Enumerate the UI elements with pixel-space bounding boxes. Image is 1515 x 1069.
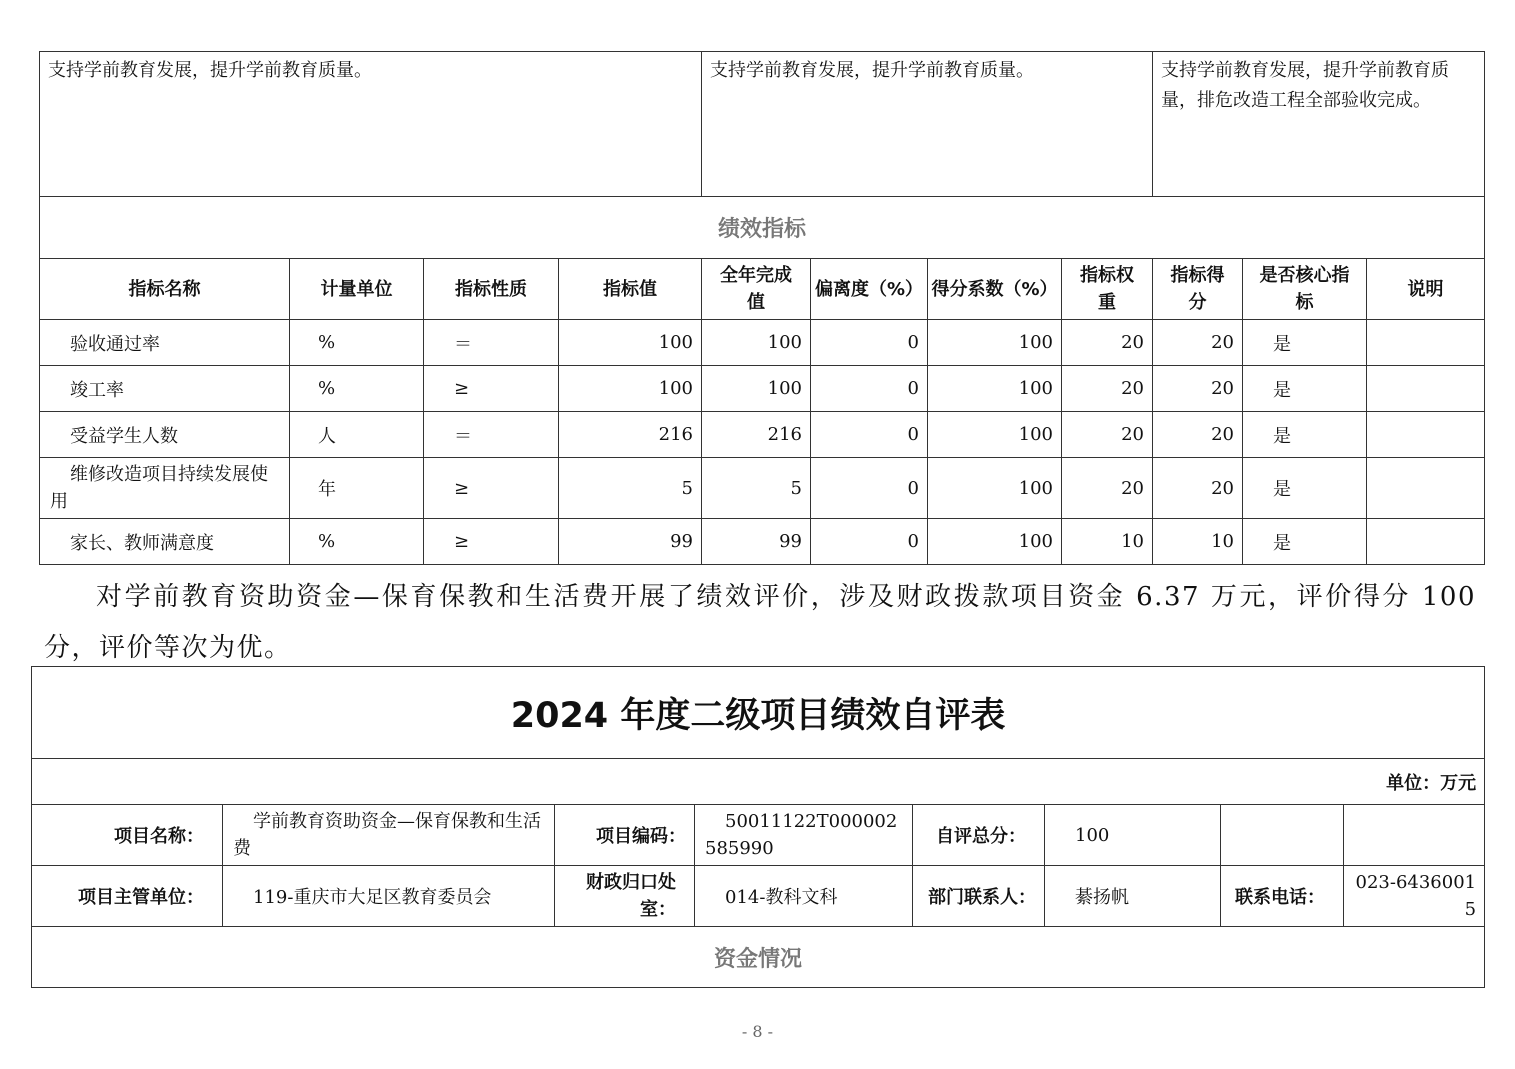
indicator-name: 维修改造项目持续发展使用 bbox=[40, 458, 290, 519]
indicator-core: 是 bbox=[1243, 519, 1367, 565]
indicator-core: 是 bbox=[1243, 320, 1367, 366]
indicator-unit: % bbox=[290, 519, 424, 565]
indicator-note bbox=[1367, 519, 1485, 565]
project-code-label: 项目编码： bbox=[555, 805, 695, 866]
phone-label: 联系电话： bbox=[1221, 866, 1344, 927]
table-row bbox=[40, 366, 1485, 412]
indicator-score: 10 bbox=[1153, 519, 1243, 565]
project-code-value: 50011122T000002585990 bbox=[695, 805, 913, 866]
table-row bbox=[40, 458, 1485, 519]
indicator-weight: 10 bbox=[1062, 519, 1153, 565]
indicator-weight: 20 bbox=[1062, 366, 1153, 412]
indicator-actual: 100 bbox=[702, 366, 811, 412]
indicator-deviation: 0 bbox=[811, 366, 928, 412]
header-deviation: 偏离度（%） bbox=[811, 259, 928, 320]
table-row bbox=[40, 412, 1485, 458]
indicator-coef: 100 bbox=[928, 458, 1062, 519]
table-row bbox=[40, 519, 1485, 565]
indicator-nature: ≥ bbox=[424, 458, 559, 519]
project-name-value: 学前教育资助资金—保育保教和生活费 bbox=[223, 805, 555, 866]
indicator-actual: 100 bbox=[702, 320, 811, 366]
indicator-note bbox=[1367, 458, 1485, 519]
indicator-note bbox=[1367, 412, 1485, 458]
unit-label: 单位：万元 bbox=[32, 759, 1485, 805]
indicator-target: 100 bbox=[559, 366, 702, 412]
indicator-unit: % bbox=[290, 366, 424, 412]
contact-value: 綦扬帆 bbox=[1045, 866, 1221, 927]
self-evaluation-form bbox=[31, 666, 1485, 988]
indicator-deviation: 0 bbox=[811, 320, 928, 366]
indicator-deviation: 0 bbox=[811, 458, 928, 519]
indicator-nature: ≥ bbox=[424, 519, 559, 565]
indicator-unit: 人 bbox=[290, 412, 424, 458]
empty-cell bbox=[1344, 805, 1485, 866]
evaluation-paragraph: 对学前教育资助资金—保育保教和生活费开展了绩效评价，涉及财政拨款项目资金 6.37 万元，评价得分 100 分，评价等次为优。 bbox=[44, 582, 1476, 663]
indicator-target: 99 bbox=[559, 519, 702, 565]
indicator-actual: 5 bbox=[702, 458, 811, 519]
indicator-coef: 100 bbox=[928, 412, 1062, 458]
indicator-core: 是 bbox=[1243, 366, 1367, 412]
header-weight: 指标权重 bbox=[1062, 259, 1153, 320]
indicator-unit: 年 bbox=[290, 458, 424, 519]
indicator-coef: 100 bbox=[928, 519, 1062, 565]
empty-cell bbox=[1221, 805, 1344, 866]
indicator-name: 受益学生人数 bbox=[40, 412, 290, 458]
header-unit: 计量单位 bbox=[290, 259, 424, 320]
indicator-target: 216 bbox=[559, 412, 702, 458]
finance-label: 财政归口处室： bbox=[555, 866, 695, 927]
header-coef: 得分系数（%） bbox=[928, 259, 1062, 320]
goal-text-2: 支持学前教育发展，提升学前教育质量。 bbox=[702, 52, 1153, 197]
indicator-score: 20 bbox=[1153, 458, 1243, 519]
page-number: - 8 - bbox=[741, 1022, 774, 1041]
phone-value: 023-64360015 bbox=[1344, 866, 1485, 927]
indicator-target: 100 bbox=[559, 320, 702, 366]
header-score: 指标得分 bbox=[1153, 259, 1243, 320]
score-value: 100 bbox=[1045, 805, 1221, 866]
funds-section-title: 资金情况 bbox=[32, 927, 1485, 988]
header-nature: 指标性质 bbox=[424, 259, 559, 320]
indicator-score: 20 bbox=[1153, 320, 1243, 366]
indicator-nature: ＝ bbox=[424, 320, 559, 366]
header-target: 指标值 bbox=[559, 259, 702, 320]
form-title: 2024 年度二级项目绩效自评表 bbox=[32, 667, 1485, 759]
score-label: 自评总分： bbox=[913, 805, 1045, 866]
dept-value: 119-重庆市大足区教育委员会 bbox=[223, 866, 555, 927]
performance-table bbox=[39, 51, 1485, 565]
goal-text-1: 支持学前教育发展，提升学前教育质量。 bbox=[40, 52, 702, 197]
perf-section-title: 绩效指标 bbox=[40, 197, 1485, 259]
indicator-note bbox=[1367, 366, 1485, 412]
indicator-target: 5 bbox=[559, 458, 702, 519]
indicator-name: 家长、教师满意度 bbox=[40, 519, 290, 565]
header-note: 说明 bbox=[1367, 259, 1485, 320]
indicator-weight: 20 bbox=[1062, 412, 1153, 458]
indicator-core: 是 bbox=[1243, 412, 1367, 458]
indicator-nature: ＝ bbox=[424, 412, 559, 458]
indicator-weight: 20 bbox=[1062, 458, 1153, 519]
indicator-deviation: 0 bbox=[811, 412, 928, 458]
dept-label: 项目主管单位： bbox=[32, 866, 223, 927]
indicator-name: 验收通过率 bbox=[40, 320, 290, 366]
indicator-actual: 99 bbox=[702, 519, 811, 565]
indicator-note bbox=[1367, 320, 1485, 366]
header-core: 是否核心指标 bbox=[1243, 259, 1367, 320]
indicator-coef: 100 bbox=[928, 366, 1062, 412]
indicator-unit: % bbox=[290, 320, 424, 366]
indicator-weight: 20 bbox=[1062, 320, 1153, 366]
project-name-label: 项目名称： bbox=[32, 805, 223, 866]
header-indicator-name: 指标名称 bbox=[40, 259, 290, 320]
indicator-deviation: 0 bbox=[811, 519, 928, 565]
table-row bbox=[40, 320, 1485, 366]
contact-label: 部门联系人： bbox=[913, 866, 1045, 927]
indicator-core: 是 bbox=[1243, 458, 1367, 519]
indicator-coef: 100 bbox=[928, 320, 1062, 366]
indicator-score: 20 bbox=[1153, 412, 1243, 458]
indicator-nature: ≥ bbox=[424, 366, 559, 412]
indicator-actual: 216 bbox=[702, 412, 811, 458]
goal-text-3: 支持学前教育发展，提升学前教育质量，排危改造工程全部验收完成。 bbox=[1153, 52, 1485, 197]
header-actual: 全年完成值 bbox=[702, 259, 811, 320]
indicator-name: 竣工率 bbox=[40, 366, 290, 412]
indicator-score: 20 bbox=[1153, 366, 1243, 412]
finance-value: 014-教科文科 bbox=[695, 866, 913, 927]
